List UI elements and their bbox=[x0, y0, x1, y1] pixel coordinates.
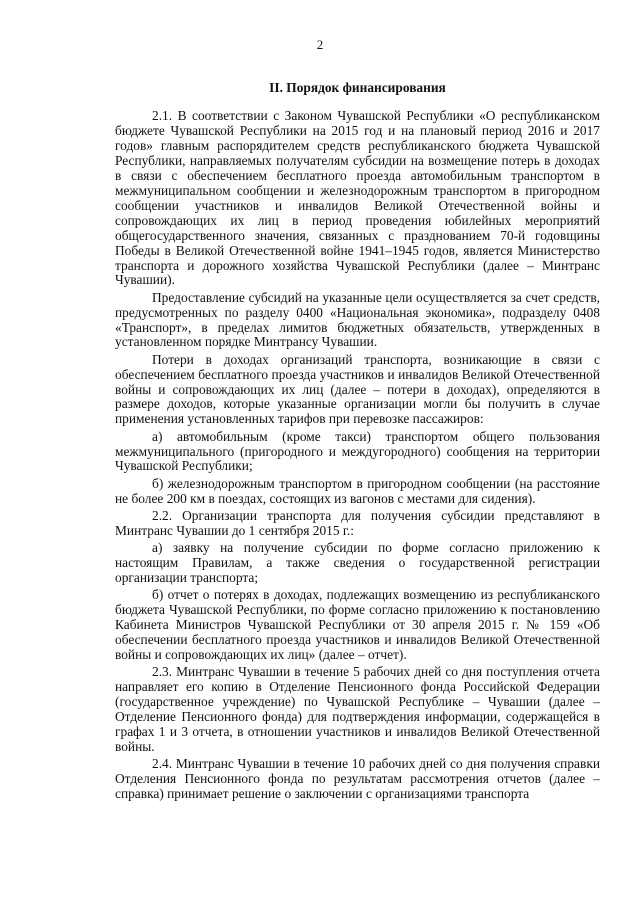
page-number: 2 bbox=[316, 37, 324, 52]
section-heading: II. Порядок финансирования bbox=[269, 80, 446, 95]
document-body bbox=[115, 109, 600, 804]
paragraph-item-b-report: б) отчет о потерях в доходах, подлежащих возмещению из республиканского бюджета Чувашской Республики, по форме согласно приложению к постановлению Кабинета Министров Чувашской Республики от 30 апреля 2015 г. № 159 «Об обеспечении бесплатного проезда участников и инвалидов Великой Отечественной войны и сопровождающих их лиц» (далее – отчет). bbox=[115, 586, 600, 662]
paragraph-2-1: 2.1. В соответствии с Законом Чувашской Республики «О республиканском бюджете Чувашской Республики на 2015 год и на плановый период 2016 и 2017 годов» главным распорядителем средств республиканского бюджета Чувашской Республики, направляемых получателям субсидии на возмещение потерь в доходах в связи с обеспечением бесплатного проезда автомобильным транспортом в межмуниципальном сообщении и железнодорожным транспортом в пригородном сообщении участников и инвалидов Великой Отечественной войны и сопровождающих их лиц в период проведения юбилейных мероприятий общегосударственного значения, связанных с празднованием 70-й годовщины Победы в Великой Отечественной войне 1941–1945 годов, является Министерство транспорта и дорожного хозяйства Чувашской Республики (далее – Минтранс Чувашии). bbox=[115, 108, 600, 288]
paragraph-subsidy-funding: Предоставление субсидий на указанные цели осуществляется за счет средств, предусмотренных по разделу 0400 «Национальная экономика», подразделу 0408 «Транспорт», в пределах лимитов бюджетных обязательств, утвержденных в установленном порядке Минтрансу Чувашии. bbox=[115, 289, 600, 350]
paragraph-2-3: 2.3. Минтранс Чувашии в течение 5 рабочих дней со дня поступления отчета направляет его копию в Отделение Пенсионного фонда Российской Федерации (государственное учреждение) по Чувашской Республике – Чувашии (далее – Отделение Пенсионного фонда) для подтверждения информации, содержащейся в графах 1 и 3 отчета, в отношении участников и инвалидов Великой Отечественной войны. bbox=[115, 663, 600, 754]
paragraph-item-b-rail: б) железнодорожным транспортом в пригородном сообщении (на расстояние не более 200 км в поездах, состоящих из вагонов с местами для сидения). bbox=[115, 475, 600, 506]
paragraph-item-a-road: а) автомобильным (кроме такси) транспортом общего пользования межмуниципального (пригородного и междугородного) сообщения на территории Чувашской Республики; bbox=[115, 428, 600, 474]
paragraph-2-2: 2.2. Организации транспорта для получения субсидии представляют в Минтранс Чувашии до 1 сентября 2015 г.: bbox=[115, 507, 600, 538]
paragraph-revenue-losses: Потери в доходах организаций транспорта, возникающие в связи с обеспечением бесплатного проезда участников и инвалидов Великой Отечественной войны и сопровождающих их лиц (далее – потери в доходах), определяются в размере доходов, которые указанные организации могли бы получить в случае применения установленных тарифов при перевозке пассажиров: bbox=[115, 351, 600, 427]
paragraph-2-4: 2.4. Минтранс Чувашии в течение 10 рабочих дней со дня получения справки Отделения Пенсионного фонда по результатам рассмотрения отчетов (далее – справка) принимает решение о заключении с организациями транспорта bbox=[115, 755, 600, 801]
paragraph-item-a-application: а) заявку на получение субсидии по форме согласно приложению к настоящим Правилам, а также сведения о государственной регистрации организации транспорта; bbox=[115, 539, 600, 585]
